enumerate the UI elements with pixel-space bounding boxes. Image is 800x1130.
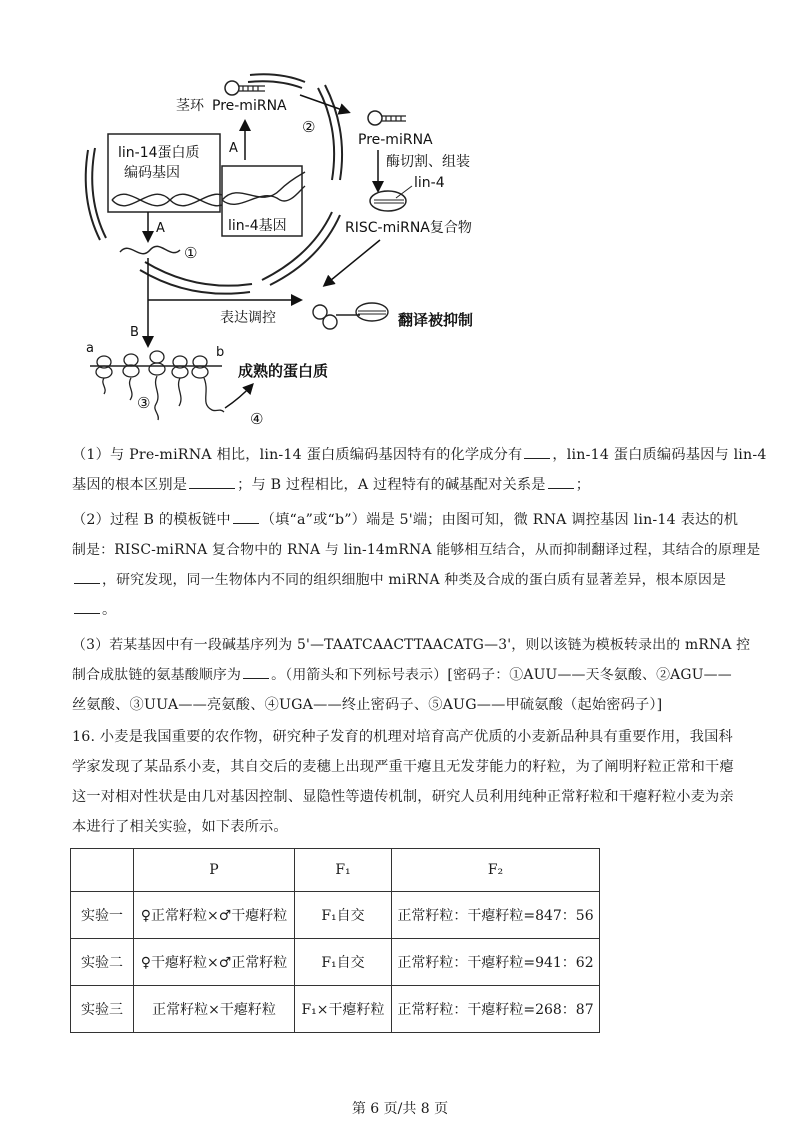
- table-cell: ♀干瘪籽粒×♂正常籽粒: [134, 939, 295, 986]
- answer-blank[interactable]: [548, 474, 574, 489]
- q1-line-2: 基因的根本区别是 ；与 B 过程相比，A 过程特有的碱基配对关系是 ；: [72, 470, 732, 500]
- answer-blank[interactable]: [74, 569, 100, 584]
- expression-control-label: 表达调控: [220, 310, 276, 326]
- table-cell: 实验三: [71, 986, 134, 1033]
- q3-line-3: 丝氨酸、③UUA——亮氨酸、④UGA——终止密码子、⑤AUG——甲硫氨酸（起始密码子）]: [72, 697, 663, 713]
- table-cell: 实验二: [71, 939, 134, 986]
- experiment-table: [70, 848, 600, 1033]
- table-cell: F₁自交: [295, 892, 392, 939]
- process-b-label: B: [130, 325, 139, 340]
- step-3-label: ③: [137, 394, 151, 412]
- q2-line-4: 。: [72, 595, 732, 625]
- table-cell: 正常籽粒：干瘪籽粒=941：62: [392, 939, 600, 986]
- answer-blank[interactable]: [233, 509, 259, 524]
- answer-blank[interactable]: [189, 474, 235, 489]
- end-b-label: b: [216, 345, 225, 360]
- q2-line-2: 制是：RISC-miRNA 复合物中的 RNA 与 lin-14mRNA 能够相互结合，从而抑制翻译过程，其结合的原理是: [72, 542, 761, 558]
- pre-mirna-label-1: Pre-miRNA: [212, 98, 287, 114]
- table-header: F₁: [295, 849, 392, 892]
- blocked-ribosome-icon: [356, 303, 388, 321]
- q1-line-1: （1）与 Pre-miRNA 相比，lin-14 蛋白质编码基因特有的化学成分有 ，lin-14 蛋白质编码基因与 lin-4: [72, 440, 732, 470]
- mrna-strand: [120, 246, 180, 253]
- q16-line-1: 16. 小麦是我国重要的农作物，研究种子发育的机理对培育高产优质的小麦新品种具有重要作用，我国科: [72, 729, 733, 745]
- q3-line-1: （3）若某基因中有一段碱基序列为 5'—TAATCAACTTAACATG—3'，则以该链为模板转录出的 mRNA 控: [72, 637, 751, 653]
- q16-line-3: 这一对相对性状是由几对基因控制、显隐性等遗传机制，研究人员利用纯种正常籽粒和干瘪籽粒小麦为亲: [72, 789, 734, 805]
- q16-line-4: 本进行了相关实验，如下表所示。: [72, 819, 288, 835]
- step-2-label: ②: [302, 118, 316, 136]
- table-cell: 正常籽粒：干瘪籽粒=847：56: [392, 892, 600, 939]
- table-cell: F₁×干瘪籽粒: [295, 986, 392, 1033]
- pre-mirna-label-2: Pre-miRNA: [358, 132, 433, 148]
- risc-label: RISC-miRNA复合物: [345, 220, 472, 236]
- answer-blank[interactable]: [74, 599, 100, 614]
- table-cell: F₁自交: [295, 939, 392, 986]
- polysome: [96, 351, 224, 420]
- answer-blank[interactable]: [524, 444, 550, 459]
- table-row: [71, 986, 600, 1033]
- table-header-row: [71, 849, 600, 892]
- table-cell: ♀正常籽粒×♂干瘪籽粒: [134, 892, 295, 939]
- table-row: [71, 892, 600, 939]
- lin14-gene-label-1: lin-14蛋白质: [118, 145, 200, 161]
- table-header: P: [134, 849, 295, 892]
- gene-expression-diagram: [0, 0, 800, 440]
- enzyme-label: 酶切割、组装: [386, 154, 470, 170]
- q2-line-1: （2）过程 B 的模板链中 （填“a”或“b”）端是 5'端；由图可知，微 RNA 调控基因 lin-14 表达的机: [72, 505, 732, 535]
- translation-inhibited-label: 翻译被抑制: [398, 311, 474, 329]
- q16-line-2: 学家发现了某品系小麦，其自交后的麦穗上出现严重干瘪且无发芽能力的籽粒，为了阐明籽粒正常和干瘪: [72, 759, 734, 775]
- q3-line-2: 制合成肽链的氨基酸顺序为 。（用箭头和下列标号表示）[密码子：①AUU——天冬氨酸、②AGU——: [72, 660, 732, 690]
- process-a-label-1: A: [156, 221, 165, 236]
- table-cell: 正常籽粒：干瘪籽粒=268：87: [392, 986, 600, 1033]
- page-footer: 第 6 页/共 8 页: [351, 1101, 449, 1117]
- table-header: [71, 849, 134, 892]
- step-1-label: ①: [184, 244, 198, 262]
- mature-protein-label: 成熟的蛋白质: [238, 362, 329, 380]
- step-4-label: ④: [250, 410, 264, 428]
- lin4-gene-label: lin-4基因: [228, 218, 287, 234]
- table-cell: 正常籽粒×干瘪籽粒: [134, 986, 295, 1033]
- answer-blank[interactable]: [243, 664, 269, 679]
- table-cell: 实验一: [71, 892, 134, 939]
- table-header: F₂: [392, 849, 600, 892]
- q2-line-3: ，研究发现，同一生物体内不同的组织细胞中 miRNA 种类及合成的蛋白质有显著差异，根本原因是: [72, 565, 732, 595]
- lin14-gene-label-2: 编码基因: [124, 165, 180, 181]
- stem-loop-label: 茎环: [176, 98, 204, 114]
- table-row: [71, 939, 600, 986]
- lin4-label: lin-4: [414, 175, 445, 191]
- stem-loop-icon: [225, 81, 239, 95]
- end-a-label: a: [86, 341, 94, 356]
- process-a-label-2: A: [229, 141, 238, 156]
